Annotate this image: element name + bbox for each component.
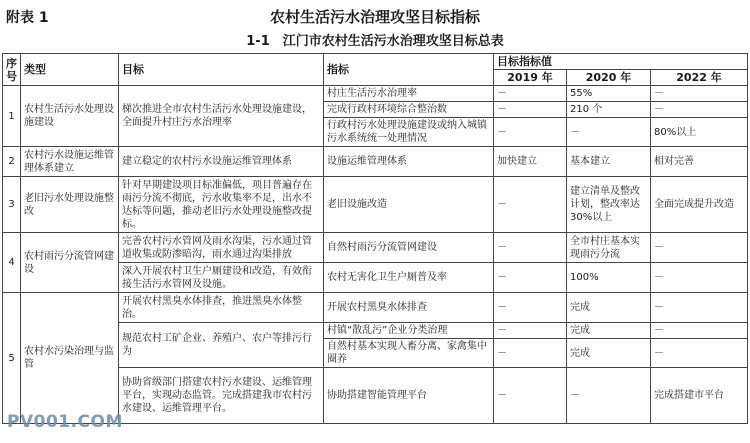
cell-2022: －: [651, 263, 748, 293]
row-indicator: 设施运维管理体系: [324, 147, 494, 177]
cell-2022: 完成搭建市平台: [651, 368, 748, 424]
cell-2019: －: [494, 323, 567, 339]
row-goal: 梯次推进全市农村生活污水处理设施建设，全面提升村庄污水治理率: [119, 86, 324, 147]
table-row: [3, 293, 748, 323]
cell-2020: 210 个: [567, 102, 651, 118]
header-year-2019: 2019 年: [494, 70, 567, 86]
cell-2020: 完成: [567, 339, 651, 368]
row-goal: 深入开展农村卫生户厕建设和改造，有效衔接生活污水管网及设施。: [119, 263, 324, 293]
row-indicator: 完成行政村环境综合整治数: [324, 102, 494, 118]
row-goal: 建立稳定的农村污水设施运维管理体系: [119, 147, 324, 177]
cell-2022: 80%以上: [651, 118, 748, 147]
row-type: 农村污水设施运维管理体系建立: [21, 147, 119, 177]
row-indicator: 开展农村黑臭水体排查: [324, 293, 494, 323]
row-type: 农村雨污分流管网建设: [21, 233, 119, 293]
cell-2019: 加快建立: [494, 147, 567, 177]
appendix-label: 附表 1: [6, 10, 49, 26]
table-subtitle: 1-1 江门市农村生活污水治理攻坚目标总表: [246, 34, 504, 49]
cell-2020: 完成: [567, 323, 651, 339]
row-indicator: 行政村污水处理设施建设或纳入城镇污水系统统一处理情况: [324, 118, 494, 147]
cell-2019: －: [494, 102, 567, 118]
header-year-2022: 2022 年: [651, 70, 748, 86]
row-indicator: 自然村雨污分流管网建设: [324, 233, 494, 263]
header-target-group: 目标指标值: [494, 54, 748, 70]
row-number: 1: [3, 86, 21, 147]
cell-2022: 全面完成提升改造: [651, 177, 748, 233]
cell-2022: －: [651, 293, 748, 323]
cell-2022: －: [651, 323, 748, 339]
cell-2020: 全市村庄基本实现雨污分流: [567, 233, 651, 263]
cell-2019: －: [494, 118, 567, 147]
cell-2022: －: [651, 102, 748, 118]
row-number: 4: [3, 233, 21, 293]
row-number: 5: [3, 293, 21, 424]
cell-2019: －: [494, 86, 567, 102]
cell-2020: 完成: [567, 293, 651, 323]
cell-2020: 55%: [567, 86, 651, 102]
row-type: 老旧污水处理设施整改: [21, 177, 119, 233]
row-type: 农村生活污水处理设施建设: [21, 86, 119, 147]
row-indicator: 老旧设施改造: [324, 177, 494, 233]
row-goal: 规范农村工矿企业、养殖户、农户等排污行为: [119, 323, 324, 368]
cell-2019: －: [494, 177, 567, 233]
header-no: 序号: [3, 54, 21, 86]
document-title: 农村生活污水治理攻坚目标指标: [269, 8, 480, 26]
row-number: 2: [3, 147, 21, 177]
cell-2020: 基本建立: [567, 147, 651, 177]
row-indicator: 村庄生活污水治理率: [324, 86, 494, 102]
row-number: 3: [3, 177, 21, 233]
cell-2020: 100%: [567, 263, 651, 293]
header-goal: 目标: [119, 54, 324, 86]
targets-table: [2, 53, 748, 424]
row-indicator: 农村无害化卫生户厕普及率: [324, 263, 494, 293]
row-indicator: 自然村基本实现人畜分离、家禽集中圈养: [324, 339, 494, 368]
cell-2019: －: [494, 293, 567, 323]
header-row: [3, 54, 748, 70]
table-row: [3, 177, 748, 233]
cell-2019: －: [494, 233, 567, 263]
table-row: [3, 147, 748, 177]
cell-2019: －: [494, 368, 567, 424]
cell-2020: －: [567, 368, 651, 424]
row-indicator: 村镇“散乱污”企业分类治理: [324, 323, 494, 339]
row-goal: 开展农村黑臭水体排查，推进黑臭水体整治。: [119, 293, 324, 323]
row-type: 农村水污染治理与监管: [21, 293, 119, 424]
cell-2022: －: [651, 339, 748, 368]
cell-2020: 建立清单及整改计划，整改率达 30%以上: [567, 177, 651, 233]
cell-2019: －: [494, 339, 567, 368]
header-type: 类型: [21, 54, 119, 86]
cell-2022: －: [651, 86, 748, 102]
row-goal: 协助省级部门搭建农村污水建设、运维管理平台，实现动态监管。完成搭建我市农村污水建设、运维管理平台。: [119, 368, 324, 424]
watermark: PV001.COM: [7, 412, 123, 432]
row-indicator: 协助搭建智能管理平台: [324, 368, 494, 424]
row-goal: 完善农村污水管网及雨水沟渠，污水通过管道收集或防渗暗沟，雨水通过沟渠排放: [119, 233, 324, 263]
cell-2019: －: [494, 263, 567, 293]
cell-2022: －: [651, 233, 748, 263]
table-row: [3, 86, 748, 102]
cell-2022: 相对完善: [651, 147, 748, 177]
table-row: [3, 233, 748, 263]
header-year-2020: 2020 年: [567, 70, 651, 86]
header-indicator: 指标: [324, 54, 494, 86]
row-goal: 针对早期建设项目标准偏低，项目普遍存在雨污分流不彻底，污水收集率不足，出水不达标等问题，推动老旧污水处理设施整改提标。: [119, 177, 324, 233]
cell-2020: －: [567, 118, 651, 147]
